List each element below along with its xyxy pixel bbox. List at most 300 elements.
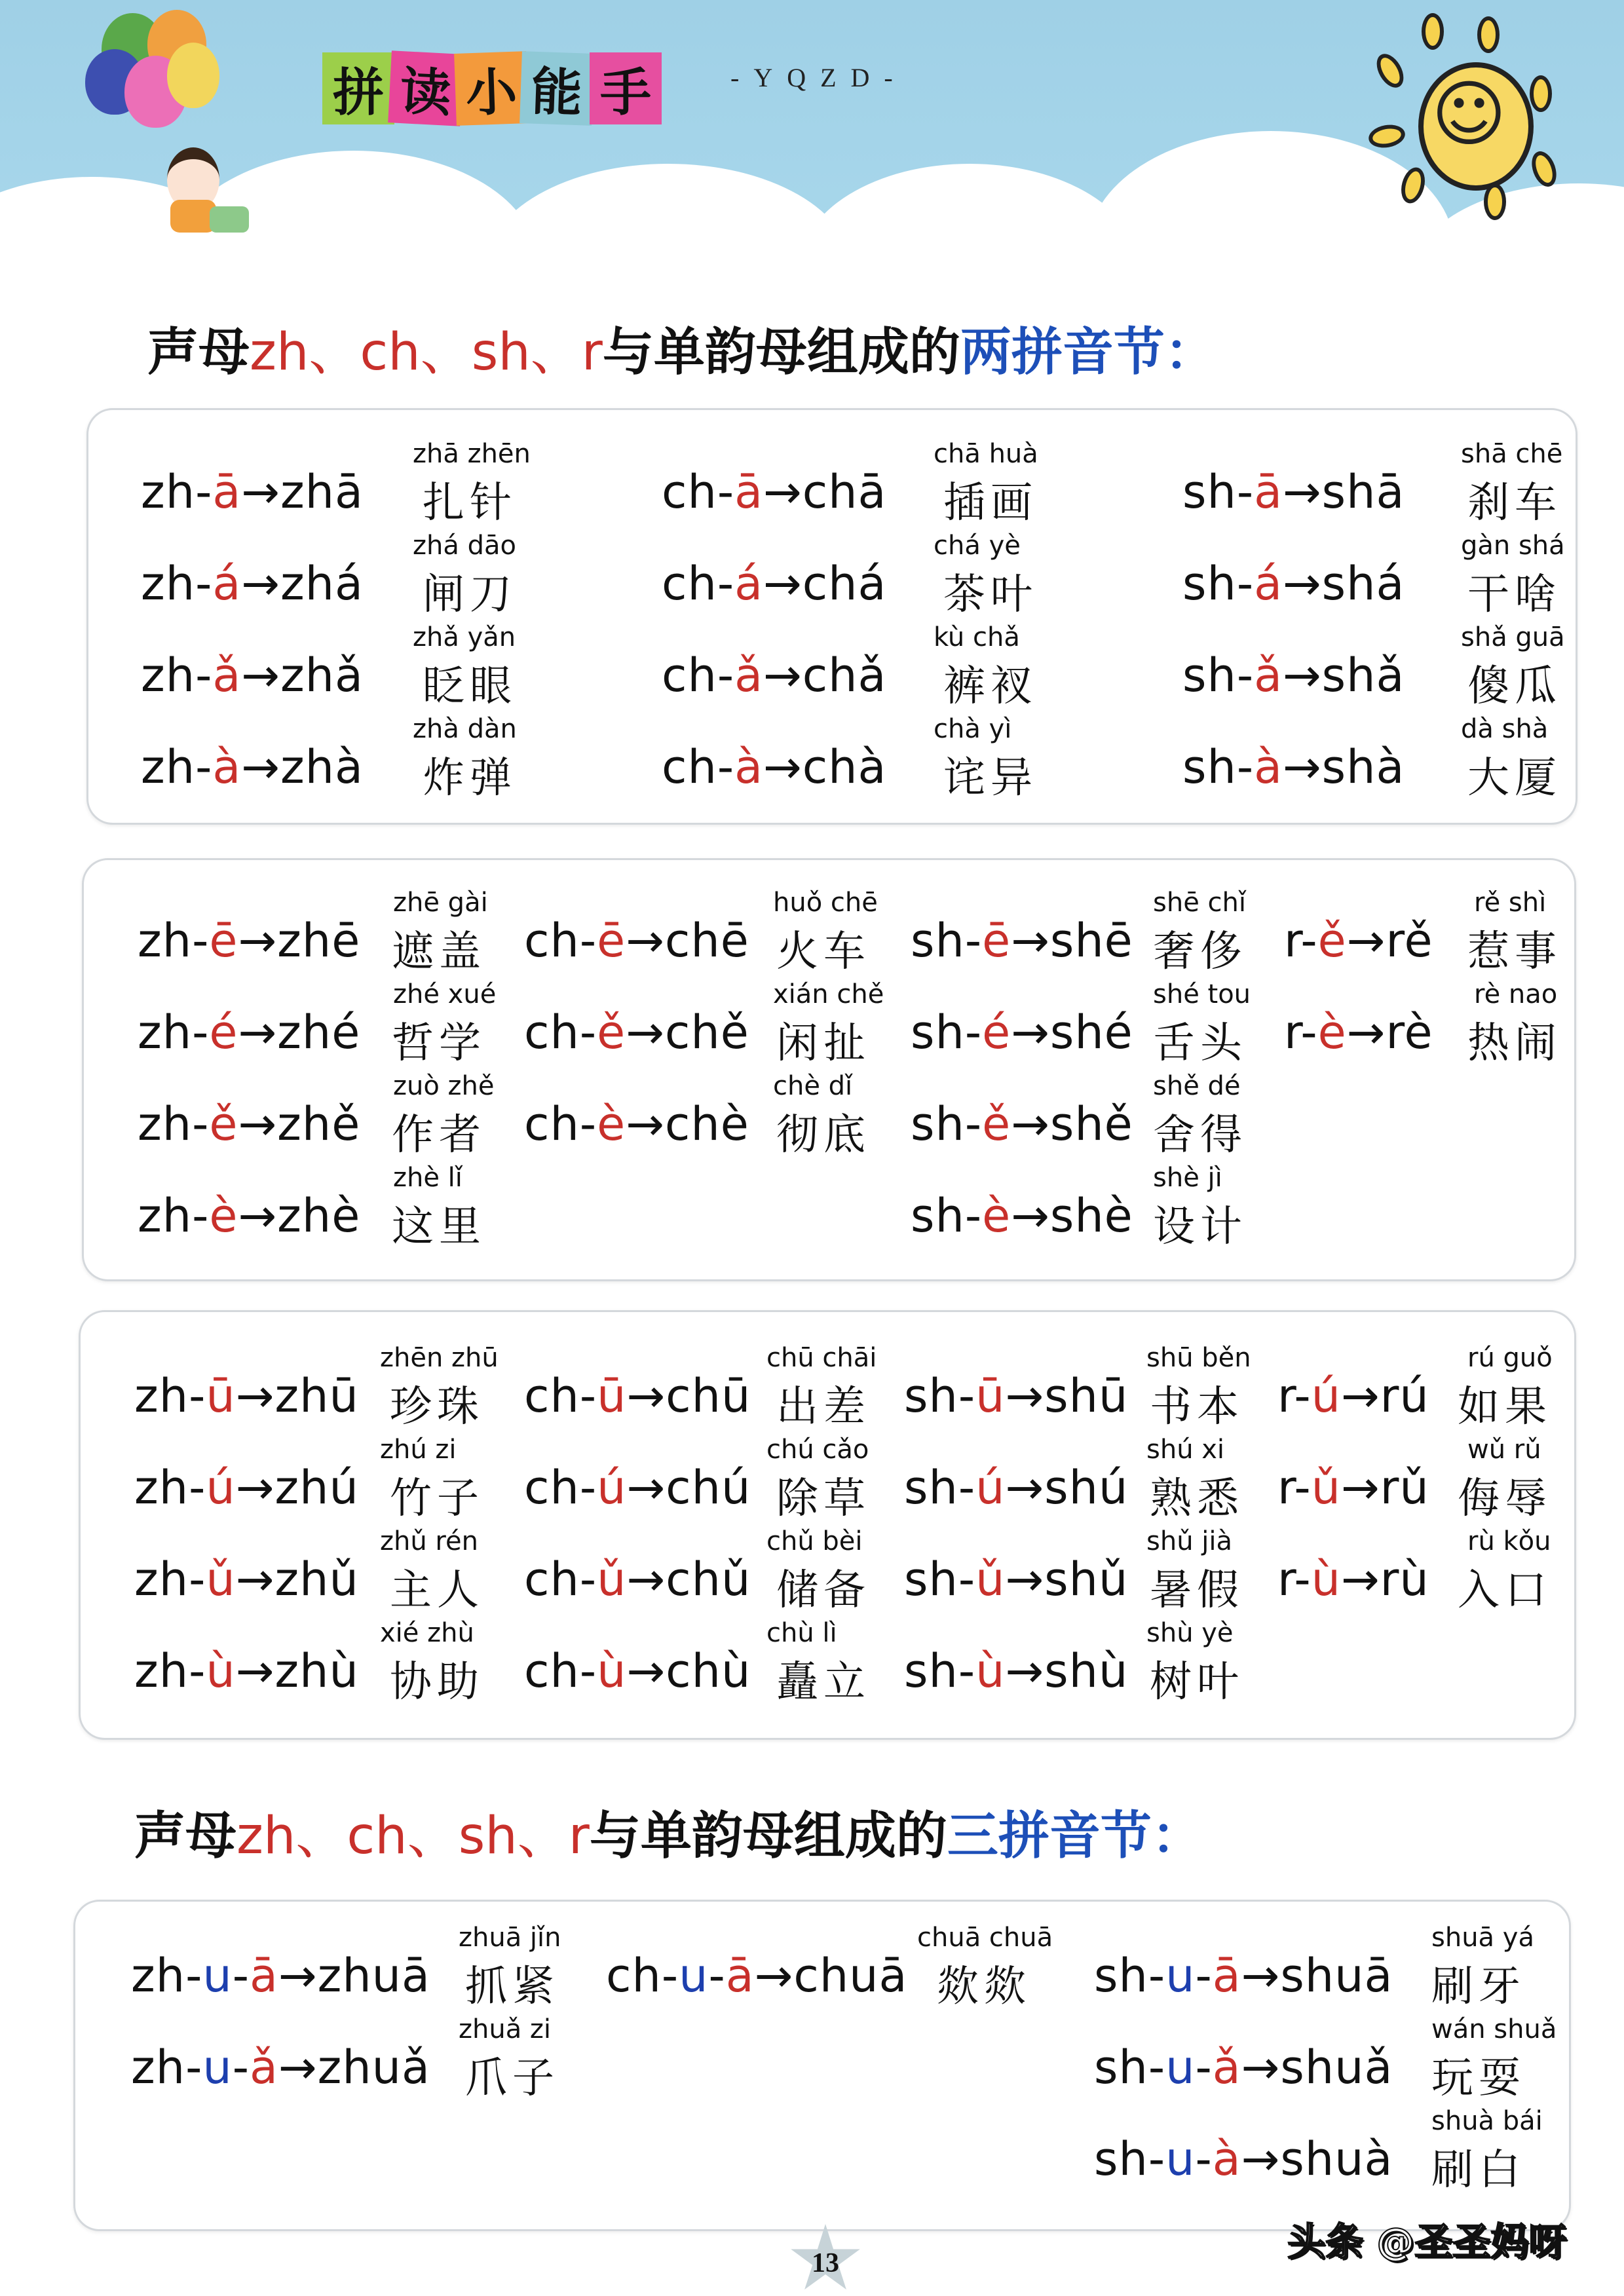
initial: sh <box>1094 2041 1148 2094</box>
word-hanzi: 刷白 <box>1431 2146 1526 2194</box>
vowel: ǔ <box>597 1553 627 1606</box>
word-pinyin: chǔ bèi <box>766 1526 863 1556</box>
syllable-formula: ch-ú→chú <box>524 1461 751 1515</box>
word-hanzi: 除草 <box>776 1475 871 1523</box>
vowel: à <box>212 740 242 794</box>
initial: sh <box>1094 2132 1148 2186</box>
syllable-formula: zh-u-ǎ→zhuǎ <box>131 2041 430 2094</box>
syllable-formula: zh-ū→zhū <box>134 1369 359 1423</box>
word-hanzi: 如果 <box>1458 1383 1552 1431</box>
vowel: ǎ <box>1212 2041 1241 2094</box>
initial: sh <box>911 914 965 968</box>
word-hanzi: 主人 <box>390 1566 484 1615</box>
vowel: ē <box>982 914 1011 968</box>
syllable-formula: sh-à→shà <box>1182 740 1405 794</box>
result-syllable: chè <box>664 1097 749 1151</box>
vowel: ú <box>206 1461 236 1515</box>
word-pinyin: chā huà <box>934 439 1038 469</box>
initial: sh <box>1182 649 1237 702</box>
word-pinyin: chá yè <box>934 531 1021 561</box>
result-syllable: shá <box>1321 557 1405 611</box>
vowel: ē <box>209 914 238 968</box>
initial: sh <box>904 1644 958 1698</box>
initial: zh <box>138 914 193 968</box>
vowel: è <box>597 1097 626 1151</box>
word-hanzi: 哲学 <box>392 1019 486 1068</box>
syllable-formula: sh-u-à→shuà <box>1094 2132 1393 2186</box>
title-tile-2: 读 <box>388 50 464 126</box>
syllable-formula: zh-ē→zhē <box>138 914 361 968</box>
syllable-formula: sh-u-ǎ→shuǎ <box>1094 2041 1393 2094</box>
syllable-formula: zh-ú→zhú <box>134 1461 359 1515</box>
word-hanzi: 惹事 <box>1467 928 1562 976</box>
vowel: ǎ <box>1254 649 1283 702</box>
word-hanzi: 闸刀 <box>423 571 517 619</box>
word-hanzi: 大厦 <box>1467 754 1562 802</box>
vowel: à <box>734 740 764 794</box>
word-hanzi: 书本 <box>1150 1383 1244 1431</box>
initial: zh <box>131 1949 186 2003</box>
initial: zh <box>134 1461 189 1515</box>
syllable-formula: r-è→rè <box>1284 1006 1433 1059</box>
word-hanzi: 舌头 <box>1153 1019 1247 1068</box>
vowel: ǔ <box>1311 1461 1341 1515</box>
word-pinyin: shè jì <box>1153 1163 1222 1193</box>
result-syllable: shǎ <box>1321 649 1405 702</box>
result-syllable: zhú <box>274 1461 359 1515</box>
initial: sh <box>911 1189 965 1243</box>
medial: u <box>1165 2041 1196 2094</box>
heading-highlight: 三拼音节： <box>947 1807 1203 1866</box>
result-syllable: shě <box>1049 1097 1133 1151</box>
initial: ch <box>524 1553 580 1606</box>
initial: zh <box>134 1553 189 1606</box>
section-heading-three-part <box>134 1795 1203 1868</box>
initial: ch <box>606 1949 662 2003</box>
syllable-formula: sh-è→shè <box>911 1189 1133 1243</box>
balloon-yellow <box>167 43 219 108</box>
syllable-formula: zh-ù→zhù <box>134 1644 359 1698</box>
medial: u <box>1165 1949 1196 2003</box>
word-hanzi: 热闹 <box>1467 1019 1562 1068</box>
heading-prefix: 声母 <box>134 1807 237 1866</box>
syllable-formula: zh-ě→zhě <box>138 1097 361 1151</box>
initial: zh <box>138 1097 193 1151</box>
word-hanzi: 扎针 <box>423 479 517 527</box>
vowel: ǎ <box>212 649 242 702</box>
word-hanzi: 遮盖 <box>392 928 486 976</box>
word-pinyin: zhú zi <box>380 1435 457 1465</box>
result-syllable: zhā <box>280 465 364 519</box>
sun-ray <box>1477 16 1500 53</box>
word-pinyin: chè dǐ <box>773 1071 853 1101</box>
word-pinyin: shǎ guā <box>1461 622 1565 652</box>
vowel: ū <box>975 1369 1006 1423</box>
word-hanzi: 傻瓜 <box>1467 662 1562 711</box>
syllable-formula: zh-é→zhé <box>138 1006 361 1059</box>
syllable-formula: ch-ù→chù <box>524 1644 751 1698</box>
heading-highlight: 两拼音节： <box>960 323 1216 382</box>
result-syllable: chà <box>802 740 887 794</box>
sun-smile-icon: ☺ <box>1431 72 1507 156</box>
word-hanzi: 这里 <box>392 1203 486 1251</box>
vowel: ǔ <box>975 1553 1006 1606</box>
word-hanzi: 火车 <box>776 928 871 976</box>
result-syllable: rǔ <box>1380 1461 1429 1515</box>
result-syllable: shā <box>1321 465 1405 519</box>
title-tile-1: 拼 <box>322 52 394 124</box>
result-syllable: chě <box>664 1006 749 1059</box>
syllable-formula: ch-ā→chā <box>662 465 887 519</box>
section-heading-two-part <box>147 311 1216 385</box>
syllable-formula: sh-u-ā→shuā <box>1094 1949 1393 2003</box>
word-pinyin: chà yì <box>934 714 1012 744</box>
result-syllable: zhǎ <box>280 649 364 702</box>
syllable-formula: zh-ǔ→zhǔ <box>134 1553 359 1606</box>
syllable-formula: r-ú→rú <box>1277 1369 1429 1423</box>
vowel: ú <box>975 1461 1006 1515</box>
word-hanzi: 舍得 <box>1153 1111 1247 1159</box>
word-pinyin: zhā zhēn <box>413 439 531 469</box>
word-hanzi: 玩耍 <box>1431 2054 1526 2103</box>
initial: r <box>1277 1369 1294 1423</box>
syllable-formula: ch-ě→chě <box>524 1006 749 1059</box>
syllable-formula: ch-ū→chū <box>524 1369 751 1423</box>
initial: ch <box>524 1644 580 1698</box>
cloud-base <box>0 249 1624 288</box>
result-syllable: chú <box>666 1461 751 1515</box>
result-syllable: zhé <box>277 1006 361 1059</box>
word-pinyin: wǔ rǔ <box>1467 1435 1541 1465</box>
initial: zh <box>131 2041 186 2094</box>
initial: sh <box>1094 1949 1148 2003</box>
initial: ch <box>662 465 717 519</box>
vowel: á <box>734 557 764 611</box>
syllable-formula: zh-è→zhè <box>138 1189 361 1243</box>
page-number: 13 <box>812 2248 839 2278</box>
syllable-formula: sh-ú→shú <box>904 1461 1129 1515</box>
initial: r <box>1284 914 1301 968</box>
word-hanzi: 欻欻 <box>937 1963 1031 2011</box>
initial: zh <box>141 740 196 794</box>
initial: sh <box>1182 557 1237 611</box>
vowel: ě <box>209 1097 238 1151</box>
syllable-formula: zh-u-ā→zhuā <box>131 1949 430 2003</box>
result-syllable: zhá <box>280 557 364 611</box>
heading-initials: zh、ch、sh、r <box>250 323 603 382</box>
word-pinyin: zhuā jǐn <box>459 1923 561 1953</box>
initial: sh <box>911 1097 965 1151</box>
initial: r <box>1277 1553 1294 1606</box>
word-hanzi: 插画 <box>943 479 1038 527</box>
title-tile-5: 手 <box>590 52 662 124</box>
word-hanzi: 刹车 <box>1467 479 1562 527</box>
result-syllable: shè <box>1049 1189 1133 1243</box>
medial: u <box>202 1949 233 2003</box>
vowel: ā <box>1212 1949 1241 2003</box>
watermark-top: -YQZD- <box>730 63 907 92</box>
word-hanzi: 裤衩 <box>943 662 1038 711</box>
vowel: ě <box>982 1097 1011 1151</box>
syllable-formula: sh-ù→shù <box>904 1644 1129 1698</box>
vowel: ù <box>1311 1553 1341 1606</box>
result-syllable: zhù <box>274 1644 359 1698</box>
word-hanzi: 干啥 <box>1467 571 1562 619</box>
result-syllable: zhuǎ <box>317 2041 430 2094</box>
result-syllable: shuā <box>1280 1949 1393 2003</box>
word-pinyin: gàn shá <box>1461 531 1565 561</box>
syllable-formula: sh-ǔ→shǔ <box>904 1553 1129 1606</box>
word-hanzi: 设计 <box>1153 1203 1247 1251</box>
initial: sh <box>904 1369 958 1423</box>
result-syllable: shé <box>1049 1006 1133 1059</box>
word-hanzi: 抓紧 <box>465 1963 559 2011</box>
word-pinyin: shā chē <box>1461 439 1563 469</box>
result-syllable: rè <box>1386 1006 1433 1059</box>
word-hanzi: 闲扯 <box>776 1019 871 1068</box>
word-pinyin: zhé xué <box>393 979 497 1009</box>
vowel: á <box>1254 557 1283 611</box>
result-syllable: zhuā <box>317 1949 430 2003</box>
result-syllable: shà <box>1321 740 1405 794</box>
word-hanzi: 彻底 <box>776 1111 871 1159</box>
vowel: ǔ <box>206 1553 236 1606</box>
initial: ch <box>524 1097 580 1151</box>
syllable-formula: zh-ā→zhā <box>141 465 364 519</box>
girl-figure <box>157 147 229 239</box>
vowel: è <box>982 1189 1011 1243</box>
syllable-formula: sh-ē→shē <box>911 914 1133 968</box>
initial: zh <box>138 1006 193 1059</box>
word-pinyin: shuà bái <box>1431 2106 1543 2136</box>
syllable-formula: r-ù→rù <box>1277 1553 1429 1606</box>
result-syllable: chū <box>666 1369 751 1423</box>
word-pinyin: chú cǎo <box>766 1435 869 1465</box>
word-hanzi: 出差 <box>776 1383 871 1431</box>
vowel: é <box>982 1006 1011 1059</box>
vowel: ū <box>597 1369 627 1423</box>
word-hanzi: 熟悉 <box>1150 1475 1244 1523</box>
initial: zh <box>134 1369 189 1423</box>
initial: r <box>1284 1006 1301 1059</box>
syllable-formula: zh-à→zhà <box>141 740 364 794</box>
result-syllable: shù <box>1044 1644 1129 1698</box>
initial: ch <box>662 740 717 794</box>
result-syllable: chá <box>802 557 887 611</box>
vowel: ā <box>725 1949 755 2003</box>
heading-initials: zh、ch、sh、r <box>236 1807 590 1866</box>
initial: ch <box>662 649 717 702</box>
word-pinyin: rě shì <box>1474 888 1547 918</box>
word-hanzi: 侮辱 <box>1458 1475 1552 1523</box>
syllable-formula: sh-ā→shā <box>1182 465 1405 519</box>
result-syllable: rù <box>1380 1553 1429 1606</box>
vowel: ā <box>1254 465 1283 519</box>
medial: u <box>679 1949 709 2003</box>
initial: ch <box>524 1461 580 1515</box>
sun-ray <box>1422 13 1444 50</box>
word-pinyin: shě dé <box>1153 1071 1241 1101</box>
result-syllable: zhà <box>280 740 364 794</box>
vowel: ā <box>250 1949 278 2003</box>
result-syllable: chā <box>802 465 887 519</box>
word-pinyin: shū běn <box>1146 1343 1251 1373</box>
word-pinyin: xián chě <box>773 979 884 1009</box>
word-pinyin: chuā chuā <box>917 1923 1053 1953</box>
word-hanzi: 协助 <box>390 1658 484 1706</box>
word-pinyin: rè nao <box>1474 979 1558 1009</box>
word-hanzi: 奢侈 <box>1153 928 1247 976</box>
result-syllable: rě <box>1386 914 1433 968</box>
syllable-formula: ch-u-ā→chuā <box>606 1949 908 2003</box>
syllable-formula: ch-è→chè <box>524 1097 749 1151</box>
syllable-formula: zh-á→zhá <box>141 557 364 611</box>
initial: sh <box>904 1461 958 1515</box>
medial: u <box>202 2041 233 2094</box>
sun-ray <box>1484 183 1506 220</box>
vowel: é <box>209 1006 238 1059</box>
word-hanzi: 储备 <box>776 1566 871 1615</box>
word-pinyin: zhè lǐ <box>393 1163 463 1193</box>
initial: sh <box>1182 465 1237 519</box>
word-hanzi: 树叶 <box>1150 1658 1244 1706</box>
word-pinyin: rú guǒ <box>1467 1343 1553 1373</box>
word-pinyin: xié zhù <box>380 1618 474 1648</box>
initial: sh <box>1182 740 1237 794</box>
result-syllable: shuǎ <box>1280 2041 1393 2094</box>
word-pinyin: shù yè <box>1146 1618 1234 1648</box>
result-syllable: shū <box>1044 1369 1129 1423</box>
word-pinyin: shē chǐ <box>1153 888 1246 918</box>
word-pinyin: zhá dāo <box>413 531 516 561</box>
vowel: à <box>1212 2132 1241 2186</box>
syllable-formula: r-ǔ→rǔ <box>1277 1461 1429 1515</box>
word-pinyin: dà shà <box>1461 714 1549 744</box>
result-syllable: chǎ <box>802 649 887 702</box>
word-pinyin: rù kǒu <box>1467 1526 1551 1556</box>
initial: zh <box>138 1189 193 1243</box>
result-syllable: shē <box>1049 914 1133 968</box>
initial: ch <box>524 1006 580 1059</box>
vowel: ú <box>1311 1369 1341 1423</box>
result-syllable: chù <box>666 1644 751 1698</box>
initial: ch <box>524 914 580 968</box>
vowel: è <box>209 1189 238 1243</box>
result-syllable: zhǔ <box>274 1553 359 1606</box>
word-pinyin: chù lì <box>766 1618 837 1648</box>
word-hanzi: 珍珠 <box>390 1383 484 1431</box>
watermark-bottom: 头条 @圣圣妈呀 <box>1287 2219 1567 2264</box>
result-syllable: zhū <box>274 1369 359 1423</box>
word-pinyin: zhǎ yǎn <box>413 622 516 652</box>
word-hanzi: 茶叶 <box>943 571 1038 619</box>
vowel: ù <box>206 1644 236 1698</box>
word-pinyin: zhà dàn <box>413 714 517 744</box>
word-pinyin: chū chāi <box>766 1343 877 1373</box>
sun-ray <box>1530 75 1552 112</box>
initial: r <box>1277 1461 1294 1515</box>
result-syllable: chuā <box>793 1949 908 2003</box>
result-syllable: chǔ <box>666 1553 751 1606</box>
syllable-formula: ch-á→chá <box>662 557 887 611</box>
heading-prefix: 声母 <box>147 323 250 382</box>
word-pinyin: zuò zhě <box>393 1071 495 1101</box>
medial: u <box>1165 2132 1196 2186</box>
word-pinyin: shé tou <box>1153 979 1251 1009</box>
word-pinyin: shuā yá <box>1431 1923 1534 1953</box>
result-syllable: shú <box>1044 1461 1129 1515</box>
word-hanzi: 诧异 <box>943 754 1038 802</box>
syllable-formula: zh-ǎ→zhǎ <box>141 649 364 702</box>
word-hanzi: 爪子 <box>465 2054 559 2103</box>
result-syllable: shǔ <box>1044 1553 1129 1606</box>
word-pinyin: zhuǎ zi <box>459 2014 552 2044</box>
word-hanzi: 作者 <box>392 1111 486 1159</box>
vowel: ù <box>597 1644 627 1698</box>
initial: zh <box>141 649 196 702</box>
syllable-formula: sh-á→shá <box>1182 557 1405 611</box>
title-tile-3: 小 <box>454 51 529 126</box>
vowel: ā <box>212 465 242 519</box>
word-pinyin: kù chǎ <box>934 622 1020 652</box>
vowel: ǎ <box>250 2041 278 2094</box>
vowel: à <box>1254 740 1283 794</box>
result-syllable: chē <box>664 914 749 968</box>
word-pinyin: shǔ jià <box>1146 1526 1232 1556</box>
syllable-formula: sh-ǎ→shǎ <box>1182 649 1405 702</box>
result-syllable: shuà <box>1280 2132 1393 2186</box>
result-syllable: zhè <box>277 1189 361 1243</box>
vowel: ā <box>734 465 764 519</box>
vowel: á <box>212 557 242 611</box>
initial: ch <box>662 557 717 611</box>
syllable-formula: sh-ū→shū <box>904 1369 1129 1423</box>
initial: zh <box>141 465 196 519</box>
word-hanzi: 入口 <box>1458 1566 1552 1615</box>
syllable-formula: sh-ě→shě <box>911 1097 1133 1151</box>
title-tile-4: 能 <box>519 51 594 126</box>
heading-middle: 与单韵母组成的 <box>602 323 960 382</box>
vowel: ǎ <box>734 649 764 702</box>
vowel: ù <box>975 1644 1006 1698</box>
word-pinyin: zhē gài <box>393 888 488 918</box>
vowel: è <box>1317 1006 1347 1059</box>
result-syllable: rú <box>1380 1369 1429 1423</box>
syllable-formula: ch-ǔ→chǔ <box>524 1553 751 1606</box>
word-pinyin: huǒ chē <box>773 888 878 918</box>
initial: zh <box>134 1644 189 1698</box>
word-hanzi: 刷牙 <box>1431 1963 1526 2011</box>
vowel: ú <box>597 1461 627 1515</box>
heading-middle: 与单韵母组成的 <box>589 1807 947 1866</box>
syllable-formula: ch-à→chà <box>662 740 887 794</box>
word-pinyin: zhǔ rén <box>380 1526 478 1556</box>
vowel: ū <box>206 1369 236 1423</box>
syllable-formula: sh-é→shé <box>911 1006 1133 1059</box>
syllable-formula: ch-ē→chē <box>524 914 749 968</box>
word-pinyin: shú xi <box>1146 1435 1225 1465</box>
vowel: ē <box>597 914 626 968</box>
syllable-formula: r-ě→rě <box>1284 914 1433 968</box>
word-pinyin: wán shuǎ <box>1431 2014 1557 2044</box>
word-pinyin: zhēn zhū <box>380 1343 499 1373</box>
initial: ch <box>524 1369 580 1423</box>
word-hanzi: 竹子 <box>390 1475 484 1523</box>
result-syllable: zhě <box>277 1097 361 1151</box>
word-hanzi: 炸弹 <box>423 754 517 802</box>
vowel: ě <box>597 1006 626 1059</box>
initial: sh <box>911 1006 965 1059</box>
